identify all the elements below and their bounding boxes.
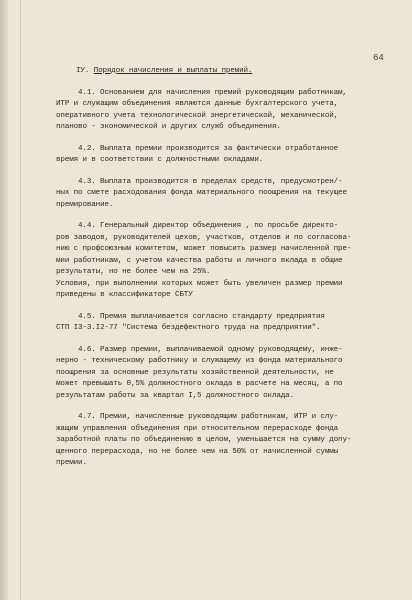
- paragraph-line: жащим управления объединения при относительном перерасходе фонда: [56, 424, 339, 433]
- section-title: Порядок начисления и выплаты премий.: [93, 67, 253, 75]
- page-left-edge-shadow: [0, 0, 8, 600]
- paragraph-line: 4.1. Основанием для начисления премий руководящим работникам,: [78, 88, 347, 97]
- paragraph-line: премии.: [56, 459, 87, 467]
- paragraph-line: может превышать 0,5% должностного оклада в расчете на месяц, а по: [56, 380, 343, 388]
- paragraph-line: 4.4. Генеральный директор объединения , по просьбе директо-: [78, 222, 339, 230]
- paragraph-line: ИТР и служащим объединения являются данные бухгалтерского учета,: [56, 100, 339, 108]
- paragraph-line: Условия, при выполнении которых может быть увеличен размер премии: [56, 279, 343, 288]
- section-number: IУ.: [76, 67, 90, 75]
- paragraph-line: заработной платы по объединению в целом, уменьшается на сумму допу-: [56, 436, 352, 444]
- document-text: [56, 66, 406, 480]
- paragraph-line: мии работникам, с учетом качества работы и личного вклада в общие: [56, 256, 343, 265]
- paragraph-line: премирование.: [56, 200, 114, 209]
- margin-line: [20, 0, 21, 600]
- paragraph-line: 4.3. Выплата производится в пределах средств, предусмотрен/-: [78, 177, 343, 186]
- paragraph-4: [56, 221, 406, 302]
- paragraph-7: [56, 412, 406, 470]
- paragraph-line: 4.5. Премия выплачивается согласно стандарту предприятия: [78, 312, 325, 321]
- paragraph-line: щенного перерасхода, но не более чем на 50% от начисленной суммы: [56, 447, 339, 456]
- paragraph-line: поощрения за основные результаты хозяйственной деятельности, не: [56, 368, 334, 377]
- paragraph-line: 4.2. Выплата премии производится за фактически отработанное: [78, 144, 339, 153]
- paragraph-line: оперативного учета технологической энергетической, механической,: [56, 111, 339, 120]
- page-number: 64: [373, 53, 384, 63]
- paragraph-line: нию с профсоюзным комитетом, может повысить размер начисленной пре-: [56, 245, 352, 253]
- paragraph-line: планово - экономической и других служб объединения.: [56, 123, 281, 131]
- paragraph-5: [56, 312, 406, 335]
- paragraph-line: ров заводов, руководителей цехов, участков, отделов и по согласова-: [56, 233, 352, 242]
- paragraph-line: результатам работы за квартал I,5 должностного оклада.: [56, 391, 294, 400]
- paragraph-line: 4.7. Премии, начисленные руководящим работникам, ИТР и слу-: [78, 413, 339, 421]
- paragraphs-container: [56, 88, 406, 470]
- paragraph-line: СТП I3-3.I2-77 "Система бездефектного труда на предприятии".: [56, 324, 321, 332]
- paragraph-line: 4.6. Размер премии, выплачиваемой одному руководящему, инже-: [78, 345, 343, 354]
- paragraph-line: нерно - техническому работнику и служащему из фонда материального: [56, 357, 343, 365]
- paragraph-6: [56, 345, 406, 403]
- paragraph-line: приведены в классификаторе СБТУ: [56, 291, 193, 299]
- paragraph-3: [56, 177, 406, 212]
- paragraph-1: [56, 88, 406, 134]
- paragraph-line: ных по смете расходования фонда материального поощрения на текущее: [56, 189, 347, 197]
- paragraph-line: результаты, но не более чем на 25%.: [56, 268, 211, 276]
- paragraph-line: время и в соответствии с должностными окладами.: [56, 156, 264, 164]
- section-heading: [56, 66, 406, 78]
- paragraph-2: [56, 144, 406, 167]
